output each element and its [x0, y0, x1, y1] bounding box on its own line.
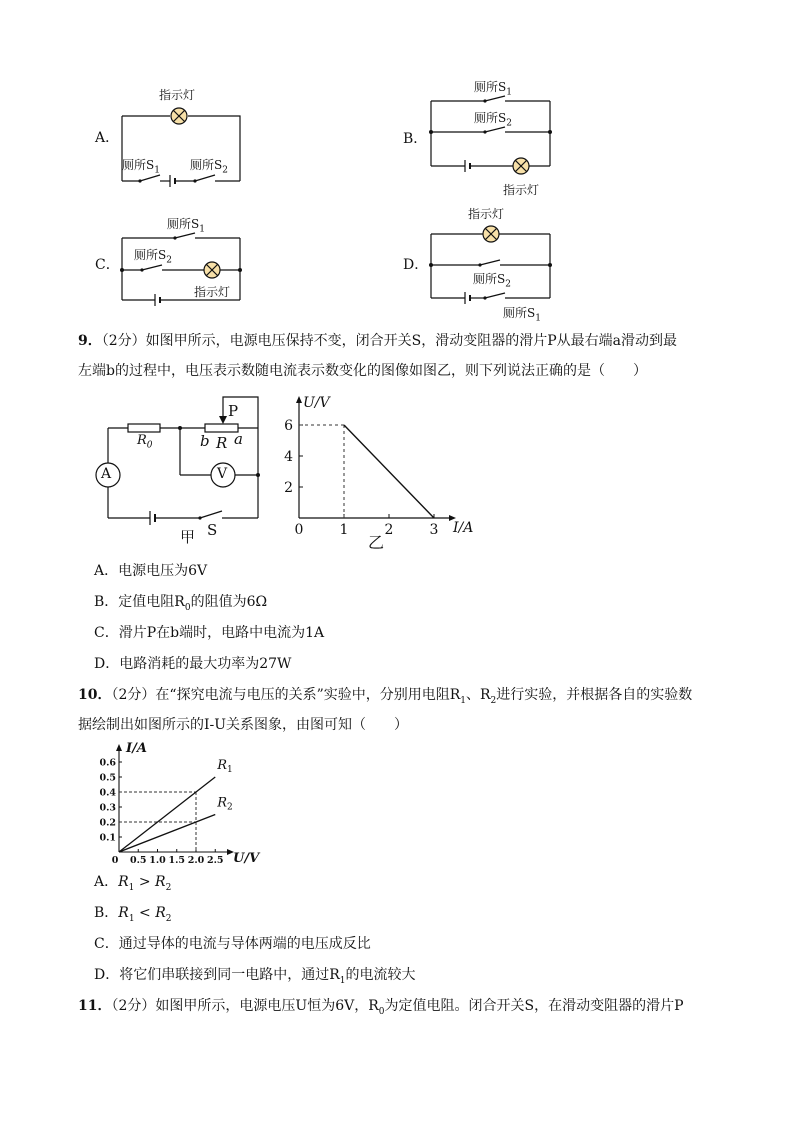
switch-s2-label: 厕所$S_2$	[473, 272, 511, 290]
q10-line-1: 10．（2分）在“探究电流与电压的关系”实验中，分别用电阻$R_1$、$R_2$进行实验，并根据各自的实验数	[78, 687, 693, 706]
y-tick-label: 0.5	[99, 772, 116, 784]
switch-s1-label: 厕所$S_1$	[122, 158, 160, 176]
ammeter-icon: A	[101, 466, 112, 482]
option-letter: B．	[403, 131, 428, 147]
x-tick-label: 0	[111, 855, 119, 866]
resistor-r0-label: $R_0$	[137, 433, 153, 451]
q10-line-2: 据绘制出如图所示的I-U关系图象，由图可知（ ）	[78, 717, 409, 733]
y-tick-label: 0.3	[99, 802, 116, 814]
y-tick-label: 2	[284, 480, 293, 496]
x-tick-label: 2.5	[206, 855, 224, 866]
option-letter: C．	[95, 257, 120, 273]
series-label-R2: $R_2$	[217, 795, 233, 813]
y-tick-label: 0.4	[99, 787, 116, 799]
x-tick-label: 0	[294, 522, 304, 538]
voltmeter-icon: V	[217, 466, 228, 482]
y-axis-label: I/A	[126, 741, 147, 756]
figure-jia-caption: 甲	[180, 528, 196, 546]
x-tick-label: 2.0	[187, 855, 205, 866]
lamp-label: 指示灯	[194, 285, 231, 299]
q10-option-d[interactable]: D．将它们串联接到同一电路中，通过$R_1$的电流较大	[94, 967, 416, 986]
q9-line-1: 9．（2分）如图甲所示，电源电压保持不变，闭合开关S，滑动变阻器的滑片P从最右端a滑动到最	[78, 333, 678, 349]
y-tick-label: 0.1	[99, 832, 116, 844]
switch-s2-label: 厕所$S_2$	[474, 111, 512, 129]
x-tick-label: 2	[384, 522, 394, 538]
lamp-label: 指示灯	[503, 183, 540, 197]
x-tick-label: 3	[429, 522, 439, 538]
lamp-label: 指示灯	[468, 207, 505, 221]
q10-option-a[interactable]: A．$R_1 > R_2$	[94, 874, 172, 893]
x-tick-label: 1	[339, 522, 349, 538]
switch-s2-label: 厕所$S_2$	[134, 248, 172, 266]
q11-line-1: 11．（2分）如图甲所示，电源电压U恒为6V，$R_0$为定值电阻。闭合开关S，在滑动变阻器的滑片P	[78, 998, 684, 1017]
y-tick-label: 4	[284, 449, 293, 465]
q10-option-c[interactable]: C．通过导体的电流与导体两端的电压成反比	[94, 936, 371, 952]
switch-s-label: S	[207, 521, 218, 539]
switch-s2-label: 厕所$S_2$	[190, 158, 228, 176]
q10-option-b[interactable]: B．$R_1 < R_2$	[94, 905, 172, 924]
lamp-label: 指示灯	[159, 88, 196, 102]
end-a-label: a	[234, 430, 243, 448]
x-tick-label: 1.5	[168, 855, 186, 866]
series-label-R1: $R_1$	[217, 758, 233, 775]
switch-s1-label: 厕所$S_1$	[503, 306, 541, 324]
switch-s1-label: 厕所$S_1$	[474, 80, 512, 98]
q9-option-c[interactable]: C．滑片P在b端时，电路中电流为1A	[94, 625, 325, 641]
end-b-label: b	[200, 432, 210, 450]
series-line-R1	[119, 777, 215, 852]
y-axis-arrow	[116, 744, 122, 751]
rheostat-r-label: R	[216, 434, 228, 452]
y-tick-label: 0.2	[99, 817, 116, 829]
x-tick-label: 0.5	[129, 855, 147, 866]
q9-option-d[interactable]: D．电路消耗的最大功率为27W	[94, 656, 292, 672]
option-letter: D．	[403, 257, 429, 273]
q9-option-a[interactable]: A．电源电压为6V	[94, 563, 208, 579]
chart-title: 乙	[368, 533, 385, 552]
q9-line-2: 左端b的过程中，电压表示数随电流表示数变化的图像如图乙，则下列说法正确的是（ ）	[78, 363, 647, 379]
option-letter: A．	[95, 130, 120, 146]
y-axis-label: U/V	[303, 395, 330, 411]
x-axis-label: I/A	[453, 520, 474, 536]
x-tick-label: 1.0	[149, 855, 166, 866]
switch-s1-label: 厕所$S_1$	[167, 217, 205, 235]
series-line-R2	[119, 815, 215, 853]
x-axis-label: U/V	[233, 851, 260, 866]
y-tick-label: 6	[284, 418, 293, 434]
q9-option-b[interactable]: B．定值电阻$R_0$的阻值为6Ω	[94, 594, 268, 613]
slider-p-label: P	[228, 402, 239, 420]
y-tick-label: 0.6	[99, 757, 116, 769]
